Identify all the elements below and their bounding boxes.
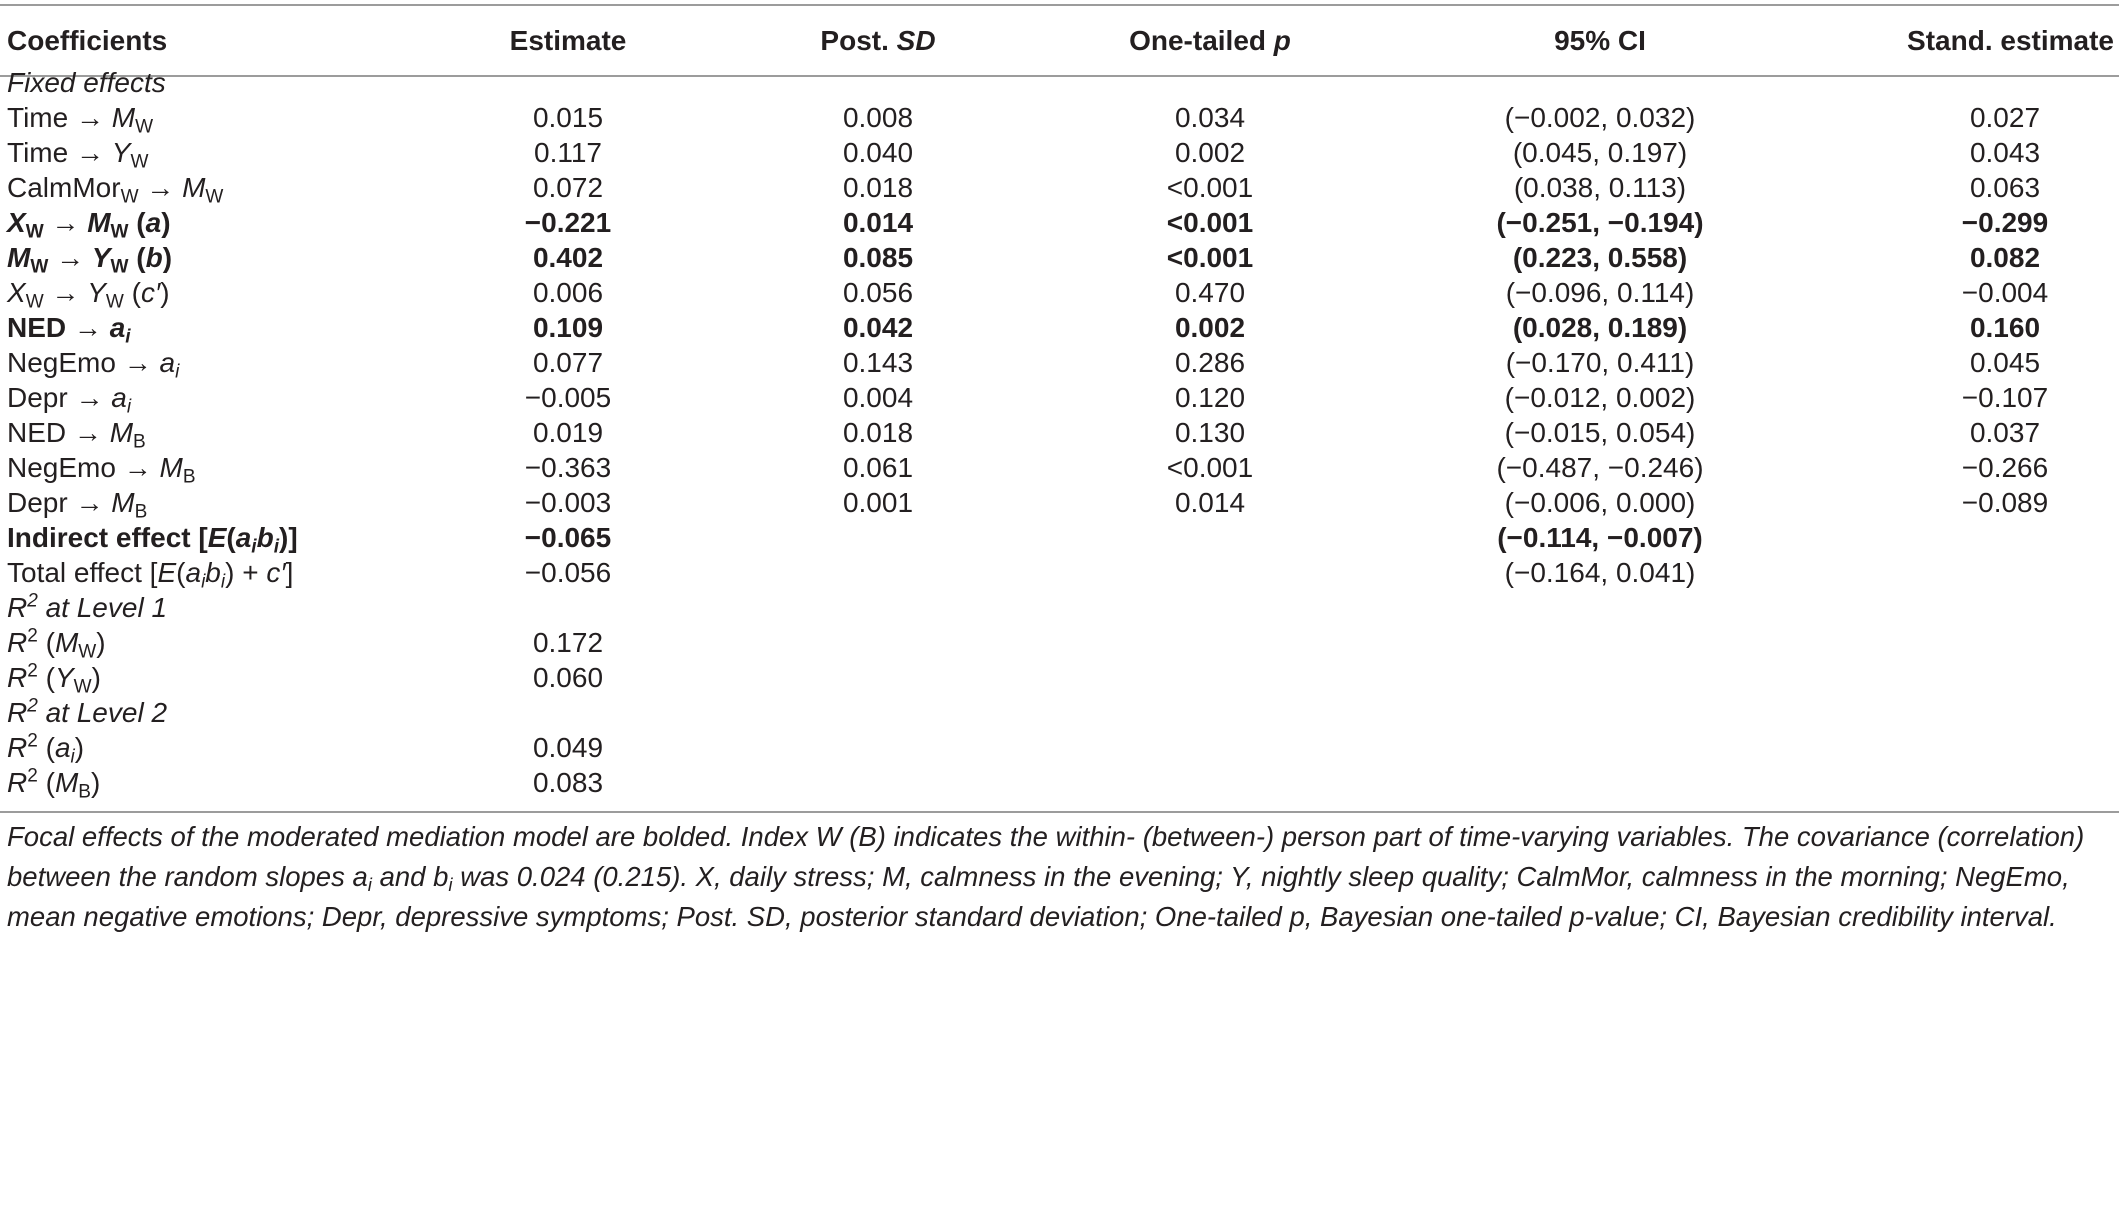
row-label: Indirect effect $[E(a_ib_i)]$ (7, 522, 298, 558)
cell-p: 0.120 (1174, 382, 1246, 413)
row-label: $X_W \to M_W$ (a) (7, 207, 171, 243)
cell-p: <0.001 (1166, 207, 1254, 238)
cell-estimate: 0.077 (532, 347, 604, 378)
row-label: NegEmo → $M_B$ (7, 452, 196, 488)
row-label: NED → $a_i$ (7, 312, 131, 348)
cell-stand-estimate: 0.082 (1969, 242, 2041, 273)
cell-stand-estimate: 0.043 (1969, 137, 2041, 168)
cell-estimate: 0.117 (534, 137, 602, 168)
row-label: $X_W \to Y_W$ (c′) (7, 277, 170, 313)
cell-p: <0.001 (1166, 452, 1254, 483)
cell-estimate: 0.172 (532, 627, 604, 658)
header-estimate: Estimate (509, 25, 627, 56)
cell-post-sd: 0.001 (842, 487, 914, 518)
cell-ci: (−0.114, −0.007) (1497, 522, 1703, 553)
cell-ci: (0.223, 0.558) (1512, 242, 1688, 273)
cell-p: <0.001 (1166, 172, 1254, 203)
cell-estimate: −0.221 (524, 207, 612, 238)
cell-ci: (−0.164, 0.041) (1504, 557, 1696, 588)
table-row (0, 759, 2119, 806)
cell-ci: (−0.096, 0.114) (1505, 277, 1695, 308)
cell-post-sd: 0.061 (842, 452, 914, 483)
header-ci: 95% CI (1554, 25, 1646, 56)
cell-ci: (−0.015, 0.054) (1504, 417, 1696, 448)
cell-ci: (−0.006, 0.000) (1504, 487, 1696, 518)
cell-post-sd: 0.008 (842, 102, 914, 133)
row-label: $R^2$ $(M_W)$ (7, 625, 106, 663)
row-label: $R^2$ $(M_B)$ (7, 765, 101, 803)
cell-estimate: −0.003 (524, 487, 612, 518)
header-post-sd: Post. SD (820, 25, 936, 56)
section-r2-level1: $R^2$ at Level 1 (7, 590, 168, 623)
row-label: Time → $M_W$ (7, 102, 154, 138)
cell-p: 0.470 (1174, 277, 1246, 308)
cell-ci: (−0.012, 0.002) (1504, 382, 1696, 413)
cell-estimate: 0.015 (532, 102, 604, 133)
cell-estimate: 0.402 (532, 242, 604, 273)
cell-post-sd: 0.014 (842, 207, 914, 238)
row-label: $M_W \to Y_W$ (b) (7, 242, 173, 278)
cell-stand-estimate: 0.045 (1969, 347, 2041, 378)
cell-p: 0.034 (1174, 102, 1246, 133)
cell-estimate: 0.083 (532, 767, 604, 798)
cell-estimate: 0.006 (532, 277, 604, 308)
cell-ci: (−0.002, 0.032) (1504, 102, 1696, 133)
footer-rule (0, 811, 2119, 813)
cell-ci: (0.045, 0.197) (1512, 137, 1688, 168)
cell-ci: (−0.170, 0.411) (1505, 347, 1695, 378)
cell-estimate: 0.060 (532, 662, 604, 693)
cell-post-sd: 0.004 (842, 382, 914, 413)
cell-estimate: −0.056 (524, 557, 612, 588)
cell-post-sd: 0.018 (842, 417, 914, 448)
cell-stand-estimate: −0.266 (1961, 452, 2049, 483)
cell-post-sd: 0.143 (842, 347, 914, 378)
row-label: $R^2$ $(Y_W)$ (7, 660, 101, 698)
cell-post-sd: 0.018 (842, 172, 914, 203)
cell-ci: (−0.487, −0.246) (1496, 452, 1704, 483)
cell-stand-estimate: 0.063 (1969, 172, 2041, 203)
cell-stand-estimate: −0.004 (1961, 277, 2049, 308)
cell-ci: (0.028, 0.189) (1512, 312, 1688, 343)
row-label: $R^2$ $(a_i)$ (7, 730, 85, 768)
cell-post-sd: 0.042 (842, 312, 914, 343)
row-label: Depr → $a_i$ (7, 382, 132, 418)
cell-p: 0.002 (1174, 312, 1246, 343)
cell-stand-estimate: 0.037 (1969, 417, 2041, 448)
cell-estimate: −0.005 (524, 382, 612, 413)
cell-post-sd: 0.056 (842, 277, 914, 308)
header-row (0, 17, 2119, 64)
cell-post-sd: 0.085 (842, 242, 914, 273)
cell-p: 0.130 (1174, 417, 1246, 448)
cell-ci: (−0.251, −0.194) (1496, 207, 1704, 238)
cell-post-sd: 0.040 (842, 137, 914, 168)
header-stand-estimate: Stand. estimate (1907, 25, 2114, 56)
row-label: CalmMor$_W$ → $M_W$ (7, 172, 224, 208)
row-label: Depr → $M_B$ (7, 487, 148, 523)
header-one-tailed-p: One-tailed p (1129, 25, 1291, 56)
header-coefficients: Coefficients (7, 25, 168, 56)
top-rule (0, 4, 2119, 6)
section-fixed-effects: Fixed effects (7, 67, 166, 98)
row-label: Time → $Y_W$ (7, 137, 149, 173)
row-label: NED → $M_B$ (7, 417, 146, 453)
cell-stand-estimate: 0.027 (1969, 102, 2041, 133)
table-footnote: Focal effects of the moderated mediation model are bolded. Index W (B) indicates the within- (between-) person part of time-varying variables. The covariance (correlation) between the random slopes $a_i$ and $b_i$ was 0.024 (0.215). X, daily stress; M, calmness in the evening; Y, nightly sleep quality; CalmMor, calmness in the morning; NegEmo, mean negative emotions; Depr, depressive symptoms; Post. SD, posterior standard deviation; One-tailed p, Bayesian one-tailed p-value; CI, Bayesian credibility interval. (7, 821, 2085, 932)
cell-p: 0.002 (1174, 137, 1246, 168)
cell-ci: (0.038, 0.113) (1513, 172, 1687, 203)
row-label: Total effect $[E(a_ib_i) + c']$ (7, 557, 294, 593)
cell-p: 0.014 (1174, 487, 1246, 518)
cell-estimate: 0.049 (532, 732, 604, 763)
cell-stand-estimate: −0.299 (1961, 207, 2049, 238)
cell-estimate: 0.109 (532, 312, 604, 343)
cell-estimate: 0.072 (532, 172, 604, 203)
cell-p: 0.286 (1174, 347, 1246, 378)
cell-stand-estimate: −0.107 (1961, 382, 2049, 413)
cell-estimate: 0.019 (532, 417, 604, 448)
row-label: NegEmo → $a_i$ (7, 347, 180, 383)
cell-estimate: −0.363 (524, 452, 612, 483)
cell-stand-estimate: 0.160 (1969, 312, 2041, 343)
cell-stand-estimate: −0.089 (1961, 487, 2049, 518)
cell-estimate: −0.065 (524, 522, 612, 553)
cell-p: <0.001 (1166, 242, 1254, 273)
section-r2-level2: $R^2$ at Level 2 (7, 695, 168, 728)
